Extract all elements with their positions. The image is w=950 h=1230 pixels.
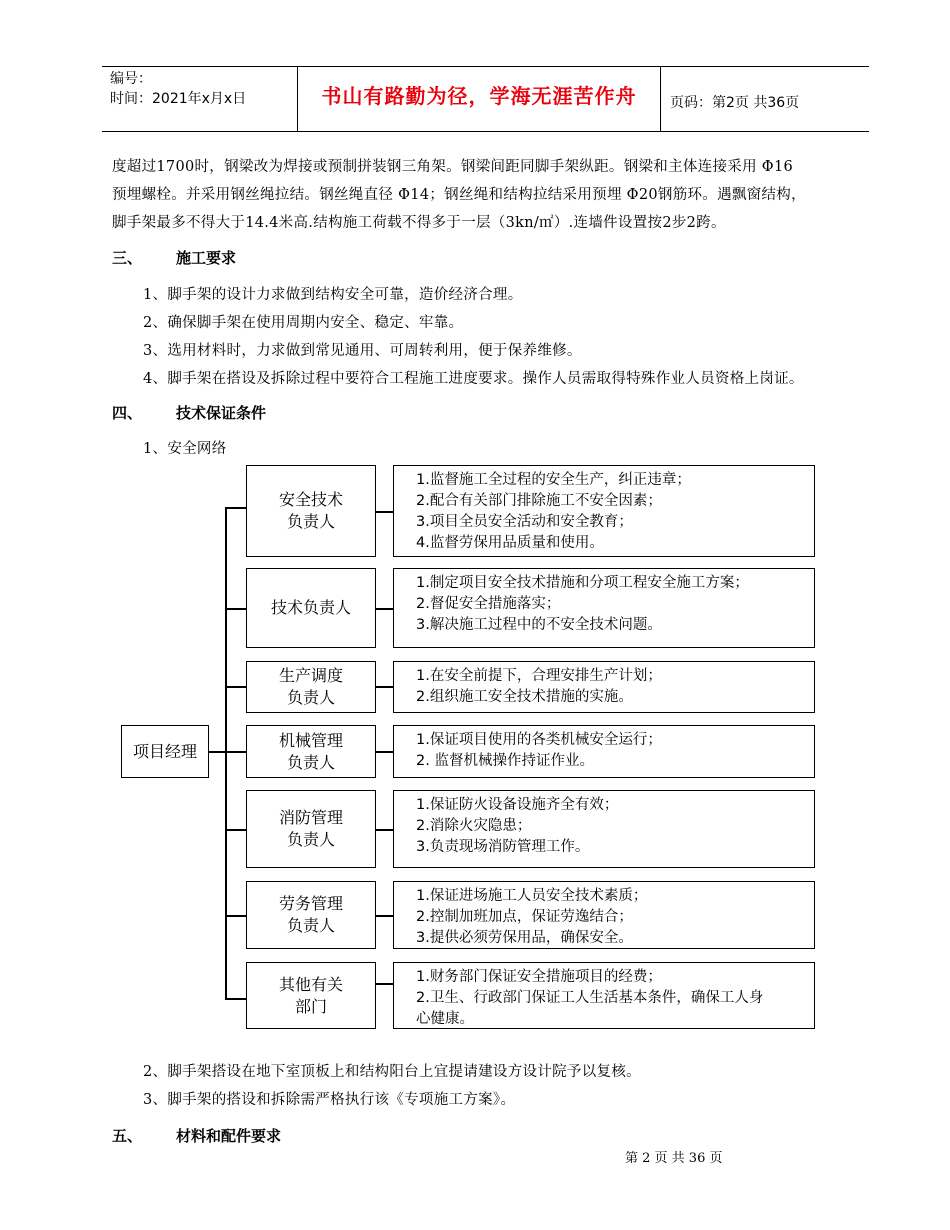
org-duty-box bbox=[393, 661, 815, 713]
role-name-line: 负责人 bbox=[286, 688, 335, 707]
role-name-line: 负责人 bbox=[286, 830, 335, 849]
org-role-box bbox=[246, 568, 376, 648]
intro-line: 度超过1700时，钢梁改为焊接或预制拼装钢三角架。钢梁间距同脚手架纵距。钢梁和主体连接采用 Φ16 bbox=[112, 159, 794, 175]
role-name-line: 生产调度 bbox=[278, 666, 343, 685]
role-name-line: 消防管理 bbox=[278, 808, 343, 827]
section-title: 材料和配件要求 bbox=[176, 1127, 282, 1145]
connector bbox=[225, 998, 246, 1000]
org-root-label: 项目经理 bbox=[132, 741, 197, 761]
duty-line: 2. 监督机械操作持证作业。 bbox=[416, 753, 594, 769]
section-heading-5 bbox=[112, 1125, 281, 1146]
org-role-box bbox=[246, 661, 376, 713]
section-heading-3 bbox=[112, 247, 236, 268]
connector bbox=[376, 511, 393, 513]
duty-line: 2.督促安全措施落实； bbox=[416, 596, 561, 612]
role-name-line: 负责人 bbox=[286, 512, 335, 531]
section-number: 三、 bbox=[112, 249, 143, 267]
duty-line: 4.监督劳保用品质量和使用。 bbox=[416, 535, 604, 551]
role-name-line: 机械管理 bbox=[278, 730, 343, 750]
role-name-line: 负责人 bbox=[286, 916, 335, 935]
role-name-line: 负责人 bbox=[286, 752, 335, 772]
org-role-box bbox=[246, 465, 376, 557]
org-root-box bbox=[121, 725, 209, 778]
duty-line: 2.组织施工安全技术措施的实施。 bbox=[416, 689, 633, 705]
list-item: 1、脚手架的设计力求做到结构安全可靠，造价经济合理。 bbox=[143, 287, 523, 303]
connector-trunk bbox=[225, 507, 227, 999]
list-item: 4、脚手架在搭设及拆除过程中要符合工程施工进度要求。操作人员需取得特殊作业人员资格上岗证。 bbox=[143, 371, 804, 387]
list-item: 3、脚手架的搭设和拆除需严格执行该《专项施工方案》。 bbox=[143, 1092, 516, 1108]
duty-line: 2.消除火灾隐患； bbox=[416, 818, 532, 834]
org-duty-box bbox=[393, 725, 815, 778]
duty-line: 2.控制加班加点，保证劳逸结合； bbox=[416, 909, 633, 925]
connector bbox=[376, 915, 393, 917]
duty-line: 1.保证进场施工人员安全技术素质； bbox=[416, 888, 648, 904]
duty-line: 1.财务部门保证安全措施项目的经费； bbox=[416, 969, 662, 985]
connector bbox=[225, 608, 246, 610]
role-name-line: 技术负责人 bbox=[270, 598, 351, 617]
list-item: 3、选用材料时，力求做到常见通用、可周转利用，便于保养维修。 bbox=[143, 343, 582, 359]
duty-line: 心健康。 bbox=[416, 1011, 474, 1027]
list-item: 2、确保脚手架在使用周期内安全、稳定、牢靠。 bbox=[143, 315, 464, 331]
section-number: 四、 bbox=[112, 404, 143, 422]
duty-line: 1.在安全前提下，合理安排生产计划； bbox=[416, 668, 662, 684]
connector bbox=[376, 751, 393, 753]
duty-line: 3.解决施工过程中的不安全技术问题。 bbox=[416, 617, 662, 633]
duty-line: 3.负责现场消防管理工作。 bbox=[416, 839, 590, 855]
connector bbox=[225, 829, 246, 831]
connector bbox=[376, 829, 393, 831]
page-footer: 第 2 页 共 36 页 bbox=[625, 1151, 723, 1166]
org-role-box bbox=[246, 881, 376, 949]
duty-line: 3.项目全员安全活动和安全教育； bbox=[416, 514, 633, 530]
org-role-box bbox=[246, 725, 376, 778]
connector bbox=[209, 751, 226, 753]
duty-line: 1.监督施工全过程的安全生产，纠正违章； bbox=[416, 472, 691, 488]
section-number: 五、 bbox=[112, 1127, 143, 1145]
org-role-box bbox=[246, 962, 376, 1029]
role-name-line: 安全技术 bbox=[278, 490, 343, 509]
duty-line: 1.制定项目安全技术措施和分项工程安全施工方案； bbox=[416, 575, 749, 591]
org-duty-box bbox=[393, 790, 815, 868]
org-duty-box bbox=[393, 962, 815, 1029]
section-title: 施工要求 bbox=[176, 249, 237, 267]
connector bbox=[225, 507, 246, 509]
header-bottom-rule bbox=[102, 131, 869, 132]
duty-line: 3.提供必须劳保用品，确保安全。 bbox=[416, 930, 633, 946]
duty-line: 1.保证防火设备设施齐全有效； bbox=[416, 797, 619, 813]
org-role-box bbox=[246, 790, 376, 868]
header-page-number: 页码：第2页 共36页 bbox=[670, 95, 800, 111]
connector bbox=[376, 608, 393, 610]
role-name-line: 劳务管理 bbox=[278, 894, 343, 913]
org-duty-box bbox=[393, 568, 815, 648]
list-item: 1、安全网络 bbox=[143, 441, 227, 457]
header-time: 时间：2021年x月x日 bbox=[110, 91, 247, 107]
header-divider-right bbox=[660, 66, 661, 132]
connector bbox=[225, 686, 246, 688]
section-title: 技术保证条件 bbox=[176, 404, 267, 422]
intro-line: 预埋螺栓。并采用钢丝绳拉结。钢丝绳直径 Φ14；钢丝绳和结构拉结采用预埋 Φ20钢筋环。遇飘窗结构， bbox=[112, 187, 806, 203]
role-name-line: 部门 bbox=[294, 996, 327, 1016]
connector bbox=[225, 915, 246, 917]
section-heading-4 bbox=[112, 402, 266, 423]
header-serial: 编号： bbox=[110, 71, 152, 87]
header-motto: 书山有路勤为径，学海无涯苦作舟 bbox=[321, 84, 637, 108]
header-divider-left bbox=[297, 66, 298, 132]
duty-line: 2.卫生、行政部门保证工人生活基本条件，确保工人身 bbox=[416, 990, 764, 1006]
duty-line: 2.配合有关部门排除施工不安全因素； bbox=[416, 493, 662, 509]
org-duty-box bbox=[393, 881, 815, 949]
org-duty-box bbox=[393, 465, 815, 557]
role-name-line: 其他有关 bbox=[278, 974, 343, 994]
connector bbox=[376, 686, 393, 688]
duty-line: 1.保证项目使用的各类机械安全运行； bbox=[416, 732, 662, 748]
header-top-rule bbox=[102, 66, 869, 67]
list-item: 2、脚手架搭设在地下室顶板上和结构阳台上宜提请建设方设计院予以复核。 bbox=[143, 1064, 641, 1080]
intro-line: 脚手架最多不得大于14.4米高.结构施工荷载不得多于一层（3kn/㎡）.连墙件设置按2步2跨。 bbox=[112, 215, 726, 231]
connector bbox=[225, 751, 246, 753]
connector bbox=[376, 983, 393, 985]
